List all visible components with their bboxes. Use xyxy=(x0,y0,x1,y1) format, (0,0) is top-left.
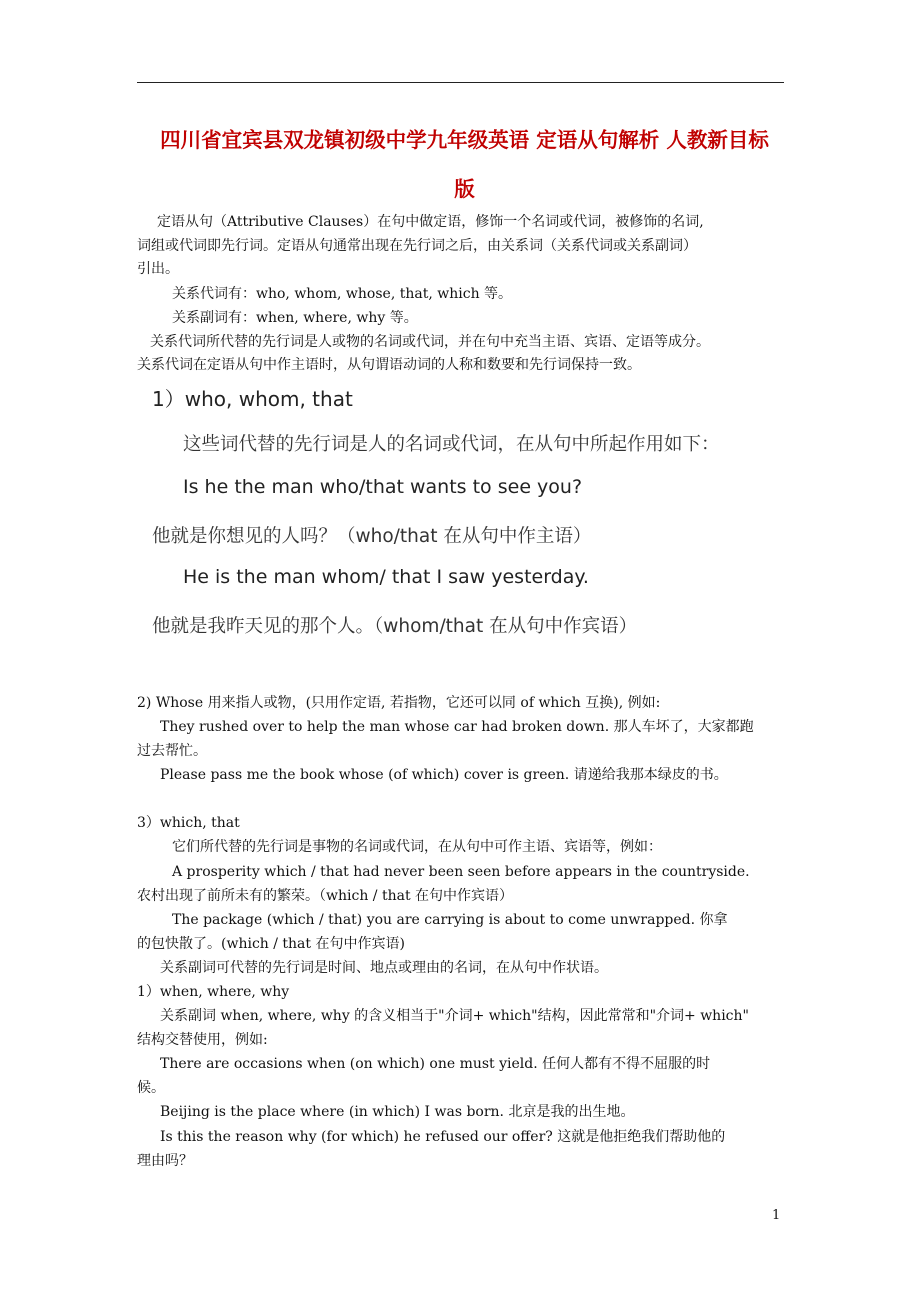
intro-line: 词组或代词即先行词。定语从句通常出现在先行词之后，由关系词（关系代词或关系副词） xyxy=(137,238,697,254)
section3-line: 农村出现了前所未有的繁荣。（which / that 在句中作宾语） xyxy=(137,888,514,904)
section3-line: 候。 xyxy=(137,1080,165,1096)
header-rule xyxy=(137,82,784,83)
section3-line: 1）when, where, why xyxy=(137,984,290,1000)
section3-line: 它们所代替的先行词是事物的名词或代词，在从句中可作主语、宾语等，例如： xyxy=(172,839,662,855)
section3-line: 理由吗？ xyxy=(137,1153,193,1169)
document-title-cont: 版 xyxy=(454,177,475,201)
slide-example: He is the man whom/ that I saw yesterday. xyxy=(183,566,589,588)
section3-line: There are occasions when (on which) one must yield. 任何人都有不得不屈服的时 xyxy=(160,1056,711,1072)
section2-line: 过去帮忙。 xyxy=(137,743,207,759)
section3-line: 关系副词可代替的先行词是时间、地点或理由的名词，在从句中作状语。 xyxy=(160,960,608,976)
document-title: 四川省宜宾县双龙镇初级中学九年级英语 定语从句解析 人教新目标 xyxy=(160,128,769,152)
slide-heading: 1）who, whom, that xyxy=(152,387,353,411)
section3-line: A prosperity which / that had never been seen before appears in the countryside. xyxy=(172,864,750,880)
intro-line: 定语从句（Attributive Clauses）在句中做定语，修饰一个名词或代词，被修饰的名词, xyxy=(157,214,704,230)
slide-example: Is he the man who/that wants to see you? xyxy=(183,476,583,498)
slide-translation: 他就是我昨天见的那个人。（whom/that 在从句中作宾语） xyxy=(152,616,638,637)
section3-line: 3）which, that xyxy=(137,815,240,831)
slide-text: 这些词代替的先行词是人的名词或代词，在从句中所起作用如下： xyxy=(183,434,720,455)
intro-line: 关系代词有：who, whom, whose, that, which 等。 xyxy=(172,286,513,302)
section3-line: The package (which / that) you are carrying is about to come unwrapped. 你拿 xyxy=(172,912,728,928)
intro-line: 引出。 xyxy=(137,261,179,277)
section3-line: Beijing is the place where (in which) I was born. 北京是我的出生地。 xyxy=(160,1104,635,1120)
section2-line: Please pass me the book whose (of which) cover is green. 请递给我那本绿皮的书。 xyxy=(160,767,728,783)
section2-line: 2) Whose 用来指人或物，(只用作定语, 若指物，它还可以同 of which 互换), 例如: xyxy=(137,695,661,711)
slide-translation: 他就是你想见的人吗？（who/that 在从句中作主语） xyxy=(152,526,592,547)
intro-line: 关系代词在定语从句中作主语时，从句谓语动词的人称和数要和先行词保持一致。 xyxy=(137,357,641,373)
section3-line: Is this the reason why (for which) he refused our offer? 这就是他拒绝我们帮助他的 xyxy=(160,1129,726,1145)
section3-line: 结构交替使用，例如: xyxy=(137,1032,268,1048)
intro-line: 关系副词有：when, where, why 等。 xyxy=(172,310,418,326)
intro-line: 关系代词所代替的先行词是人或物的名词或代词，并在句中充当主语、宾语、定语等成分。 xyxy=(150,334,710,350)
section2-line: They rushed over to help the man whose car had broken down. 那人车坏了，大家都跑 xyxy=(160,719,754,735)
section3-line: 的包快散了。(which / that 在句中作宾语) xyxy=(137,936,405,952)
section3-line: 关系副词 when, where, why 的含义相当于"介词+ which"结构，因此常常和"介词+ which" xyxy=(160,1008,749,1024)
page-number: 1 xyxy=(772,1208,781,1223)
